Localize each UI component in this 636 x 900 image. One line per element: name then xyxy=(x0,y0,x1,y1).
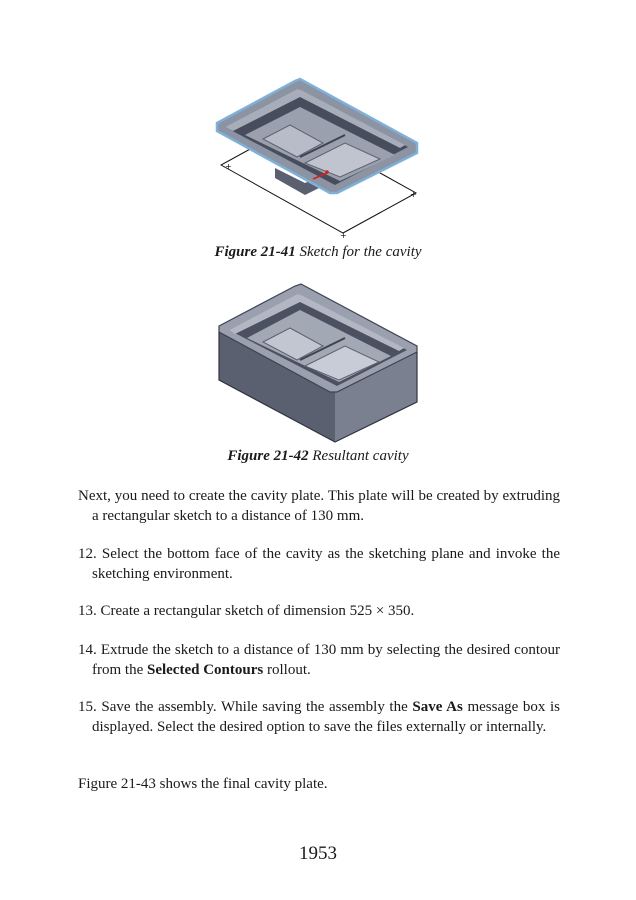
figure-21-41-image xyxy=(205,75,435,245)
page-number: 1953 xyxy=(299,843,337,864)
step-15 xyxy=(78,697,560,737)
paragraph-cavity-plate-intro: Next, you need to create the cavity plate. This plate will be created by extruding a rectangular sketch to a distance of 130 mm. xyxy=(78,488,560,524)
paragraph-final-cavity-plate: Figure 21-43 shows the final cavity plate. xyxy=(78,776,328,792)
save-as-label: Save As xyxy=(412,699,463,715)
step-14-text-a: 14. Extrude the sketch to a distance of 130 mm by selecting the desired contour from the xyxy=(78,642,560,678)
figure-21-41-caption xyxy=(0,244,636,261)
step-15-text-c: message box is displayed. Select the desired option to save the files externally or internally. xyxy=(92,699,561,735)
figure-21-41-number: Figure 21-41 xyxy=(214,244,296,260)
svg-text:+: + xyxy=(340,231,347,240)
step-14 xyxy=(78,640,560,680)
figure-21-42-caption xyxy=(0,448,636,465)
svg-text:+: + xyxy=(225,162,232,171)
selected-contours-label: Selected Contours xyxy=(146,662,264,678)
svg-text:+: + xyxy=(410,190,417,199)
step-13: 13. Create a rectangular sketch of dimension 525 × 350. xyxy=(78,603,415,619)
figure-21-42-number: Figure 21-42 xyxy=(227,448,309,464)
step-14-text-c: rollout. xyxy=(263,662,311,678)
step-15-text-a: 15. Save the assembly. While saving the assembly the xyxy=(78,699,413,715)
figure-21-42-image xyxy=(205,280,435,450)
step-12: 12. Select the bottom face of the cavity as the sketching plane and invoke the sketching environment. xyxy=(78,546,560,582)
figure-21-42-title: Resultant cavity xyxy=(312,448,409,464)
figure-21-41-title: Sketch for the cavity xyxy=(299,244,422,260)
